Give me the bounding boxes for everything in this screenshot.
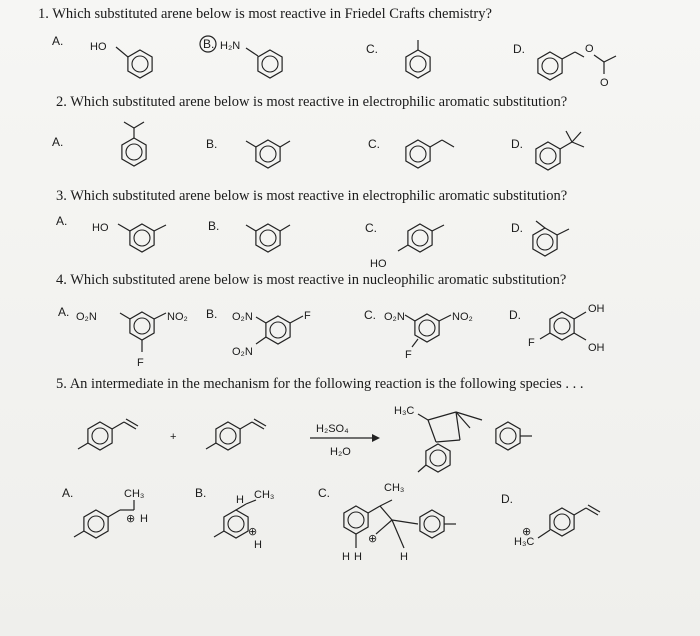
hydroxyl-label: OH [588, 303, 605, 315]
methyl-label: CH₃ [124, 488, 145, 500]
carbocation-symbol: ⊕ [248, 526, 258, 538]
hydroxyl-label: HO [90, 41, 107, 53]
reagent-sulfuric-acid: H₂SO₄ [316, 423, 349, 435]
question-3-option-d-label: D. [511, 221, 523, 235]
question-3-option-b-label: B. [208, 219, 220, 233]
question-1-option-a-label: A. [52, 34, 64, 48]
hydroxyl-label: HO [370, 258, 387, 270]
q1-option-a-phenol-structure [90, 41, 152, 78]
methyl-label: CH₃ [384, 482, 405, 494]
q5-option-d-structure [514, 505, 600, 548]
nitro-label: O₂N [76, 311, 97, 323]
plus-sign: + [170, 431, 177, 443]
reaction-arrow [310, 423, 380, 458]
hydrogen-label: H [400, 551, 408, 563]
hydrogen-label: H [236, 494, 244, 506]
q5-product-structure [394, 405, 532, 472]
methylene-label: H₃C [514, 536, 535, 548]
q3-option-a-structure [92, 222, 166, 252]
question-2-option-d-label: D. [511, 137, 523, 151]
q1-option-c-toluene-structure [406, 40, 430, 78]
q5-option-a-structure [74, 488, 148, 538]
q5-option-c-structure [342, 482, 456, 563]
question-4-prompt: 4. Which substituted arene below is most reactive in nucleophilic aromatic substitution? [56, 272, 567, 288]
q3-option-d-structure [533, 221, 569, 256]
nitro-label: O₂N [384, 311, 405, 323]
q2-option-b-structure [246, 140, 290, 168]
hydroxyl-label: HO [92, 222, 109, 234]
question-3-option-a-label: A. [56, 214, 68, 228]
q4-option-a-structure [76, 311, 188, 369]
carbocation-symbol: ⊕ [126, 513, 136, 525]
q3-option-b-structure [246, 224, 290, 252]
question-2-prompt: 2. Which substituted arene below is most reactive in electrophilic aromatic substitution? [56, 94, 568, 110]
question-3-option-c-label: C. [365, 221, 377, 235]
hydrogen-label: H [254, 539, 262, 551]
question-4-option-d-label: D. [509, 308, 521, 322]
solvent-water: H₂O [330, 446, 351, 458]
fluoro-label: F [405, 349, 412, 361]
q4-option-b-structure [232, 310, 311, 358]
hydrogen-label: H [342, 551, 350, 563]
question-5-option-c-label: C. [318, 486, 330, 500]
q4-option-c-structure [384, 311, 473, 361]
q2-option-d-structure [536, 131, 584, 170]
question-1-option-b-label: B. [203, 37, 215, 51]
question-2-option-c-label: C. [368, 137, 380, 151]
fluoro-label: F [137, 357, 144, 369]
question-2-option-a-label: A. [52, 135, 64, 149]
q5-reactant-2-structure [206, 419, 266, 450]
q5-option-b-structure [214, 489, 274, 551]
question-4-option-a-label: A. [58, 305, 70, 319]
q5-reactant-1-structure [78, 419, 138, 450]
carbocation-symbol: ⊕ [368, 533, 378, 545]
carbonyl-oxygen-label: O [600, 77, 609, 89]
fluoro-label: F [304, 310, 311, 322]
question-4-option-b-label: B. [206, 307, 218, 321]
hydrogen-label: H [140, 513, 148, 525]
amino-label: H₂N [220, 40, 241, 52]
question-2-option-b-label: B. [206, 137, 218, 151]
question-1-option-d-label: D. [513, 42, 525, 56]
question-1-option-c-label: C. [366, 42, 378, 56]
question-5-option-d-label: D. [501, 492, 513, 506]
methyl-label: H₃C [394, 405, 415, 417]
q2-option-c-structure [406, 140, 454, 168]
hydrogen-label: H [354, 551, 362, 563]
question-1-prompt: 1. Which substituted arene below is most reactive in Friedel Crafts chemistry? [38, 6, 492, 22]
fluoro-label: F [528, 337, 535, 349]
question-5-option-b-label: B. [195, 486, 207, 500]
q1-option-d-ester-structure [538, 43, 616, 89]
question-4-option-c-label: C. [364, 308, 376, 322]
carbocation-symbol: ⊕ [522, 526, 532, 538]
question-5-option-a-label: A. [62, 486, 74, 500]
q1-option-b-aniline-structure [200, 36, 282, 78]
q4-option-d-structure [528, 303, 605, 354]
question-5-prompt: 5. An intermediate in the mechanism for the following reaction is the following species . . . [56, 376, 584, 392]
nitro-label: O₂N [232, 346, 253, 358]
answer-circle-mark [200, 36, 216, 52]
ester-oxygen-label: O [585, 43, 594, 55]
nitro-label: NO₂ [167, 311, 188, 323]
methyl-label: CH₃ [254, 489, 275, 501]
question-3-prompt: 3. Which substituted arene below is most reactive in electrophilic aromatic substitution? [56, 188, 568, 204]
q2-option-a-structure [122, 122, 146, 166]
q3-option-c-structure [370, 224, 444, 270]
nitro-label: O₂N [232, 311, 253, 323]
hydroxyl-label: OH [588, 342, 605, 354]
nitro-label: NO₂ [452, 311, 473, 323]
